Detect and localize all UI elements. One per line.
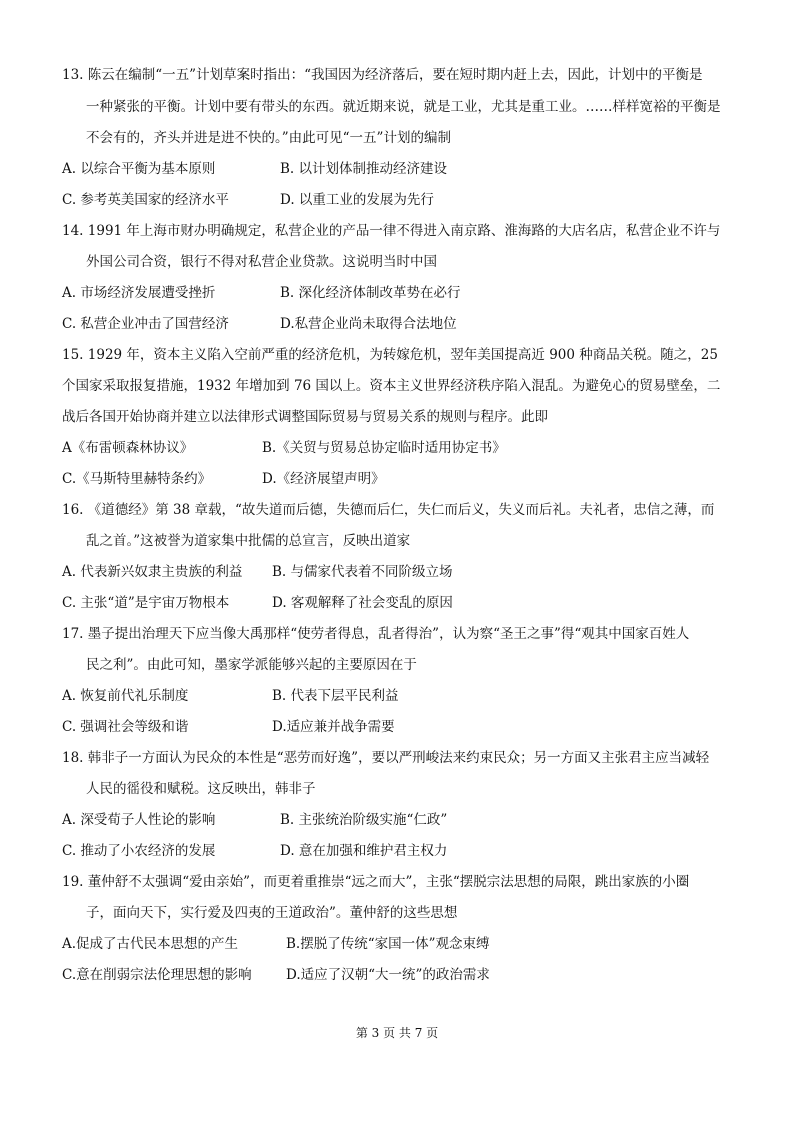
question-14-option-a: A. 市场经济发展遭受挫折 xyxy=(62,285,216,301)
question-18-option-b: B. 主张统治阶级实施“仁政” xyxy=(280,812,448,828)
question-18-option-a: A. 深受荀子人性论的影响 xyxy=(62,812,216,828)
question-17-option-a: A. 恢复前代礼乐制度 xyxy=(62,688,189,704)
question-15-line-1: 15. 1929 年，资本主义陷入空前严重的经济危机，为转嫁危机，翌年美国提高近 900 种商品关税。随之，25 xyxy=(62,347,718,363)
question-14-option-c: C. 私营企业冲击了国营经济 xyxy=(62,316,229,332)
question-17-line-1: 17. 墨子提出治理天下应当像大禹那样“使劳者得息，乱者得治”，认为察“圣王之事”得“观其中国家百姓人 xyxy=(62,626,690,642)
question-14-line-1: 14. 1991 年上海市财办明确规定，私营企业的产品一律不得进入南京路、淮海路的大店名店，私营企业不许与 xyxy=(62,223,721,239)
page-footer: 第 3 页 共 7 页 xyxy=(355,1026,439,1040)
question-19-option-c: C.意在削弱宗法伦理思想的影响 xyxy=(62,967,252,983)
question-13-option-d: D. 以重工业的发展为先行 xyxy=(280,192,434,208)
question-15-option-c: C.《马斯特里赫特条约》 xyxy=(62,471,212,487)
question-18-line-2: 人民的徭役和赋税。这反映出，韩非子 xyxy=(86,781,316,797)
question-16-option-b: B. 与儒家代表着不同阶级立场 xyxy=(272,564,453,580)
question-16-line-2: 乱之首。”这被誉为道家集中批儒的总宣言，反映出道家 xyxy=(86,533,411,549)
question-19-option-d: D.适应了汉朝“大一统”的政治需求 xyxy=(286,967,490,983)
question-15-option-a: A《布雷顿森林协议》 xyxy=(62,440,194,456)
question-15-line-3: 战后各国开始协商并建立以法律形式调整国际贸易与贸易关系的规则与程序。此即 xyxy=(62,409,548,425)
question-13-line-1: 13. 陈云在编制“一五”计划草案时指出：“我国因为经济落后，要在短时期内赶上去，因此，计划中的平衡是 xyxy=(62,67,703,83)
question-15-option-b: B.《关贸与贸易总协定临时适用协定书》 xyxy=(262,440,506,456)
question-15-line-2: 个国家采取报复措施，1932 年增加到 76 国以上。资本主义世界经济秩序陷入混乱。为避免心的贸易壁垒，二 xyxy=(62,378,721,394)
question-13-option-a: A. 以综合平衡为基本原则 xyxy=(62,161,216,177)
question-16-option-c: C. 主张“道”是宇宙万物根本 xyxy=(62,595,230,611)
question-17-option-b: B. 代表下层平民利益 xyxy=(272,688,399,704)
question-19-option-b: B.摆脱了传统“家国一体”观念束缚 xyxy=(286,936,490,952)
question-13-option-b: B. 以计划体制推动经济建设 xyxy=(280,161,448,177)
question-18-line-1: 18. 韩非子一方面认为民众的本性是“恶劳而好逸”，要以严刑峻法来约束民众；另一方面又主张君主应当减轻 xyxy=(62,750,710,766)
question-18-option-c: C. 推动了小农经济的发展 xyxy=(62,843,216,859)
question-16-line-1: 16. 《道德经》第 38 章载，“故失道而后德，失德而后仁，失仁而后义，失义而后礼。夫礼者，忠信之薄，而 xyxy=(62,502,715,518)
question-19-option-a: A.促成了古代民本思想的产生 xyxy=(62,936,239,952)
question-13-line-2: 一种紧张的平衡。计划中要有带头的东西。就近期来说，就是工业，尤其是重工业。……样样宽裕的平衡是 xyxy=(86,99,721,115)
question-14-line-2: 外国公司合资，银行不得对私营企业贷款。这说明当时中国 xyxy=(86,254,437,270)
question-17-option-d: D.适应兼并战争需要 xyxy=(272,719,395,735)
question-14-option-b: B. 深化经济体制改革势在必行 xyxy=(280,285,461,301)
question-19-line-1: 19. 董仲舒不太强调“爱由亲始”，而更着重推崇“远之而大”，主张“摆脱宗法思想的局限，跳出家族的小圈 xyxy=(62,874,690,890)
question-13-line-3: 不会有的，齐头并进是进不快的。”由此可见“一五”计划的编制 xyxy=(86,130,451,146)
question-13-option-c: C. 参考英美国家的经济水平 xyxy=(62,192,229,208)
question-17-option-c: C. 强调社会等级和谐 xyxy=(62,719,189,735)
question-16-option-a: A. 代表新兴奴隶主贵族的利益 xyxy=(62,564,243,580)
question-18-option-d: D. 意在加强和维护君主权力 xyxy=(280,843,448,859)
question-16-option-d: D. 客观解释了社会变乱的原因 xyxy=(272,595,453,611)
question-15-option-d: D.《经济展望声明》 xyxy=(262,471,385,487)
question-19-line-2: 子，面向天下，实行爱及四夷的王道政治”。董仲舒的这些思想 xyxy=(86,905,458,921)
question-17-line-2: 民之利”。由此可知，墨家学派能够兴起的主要原因在于 xyxy=(86,657,417,673)
question-14-option-d: D.私营企业尚未取得合法地位 xyxy=(280,316,457,332)
